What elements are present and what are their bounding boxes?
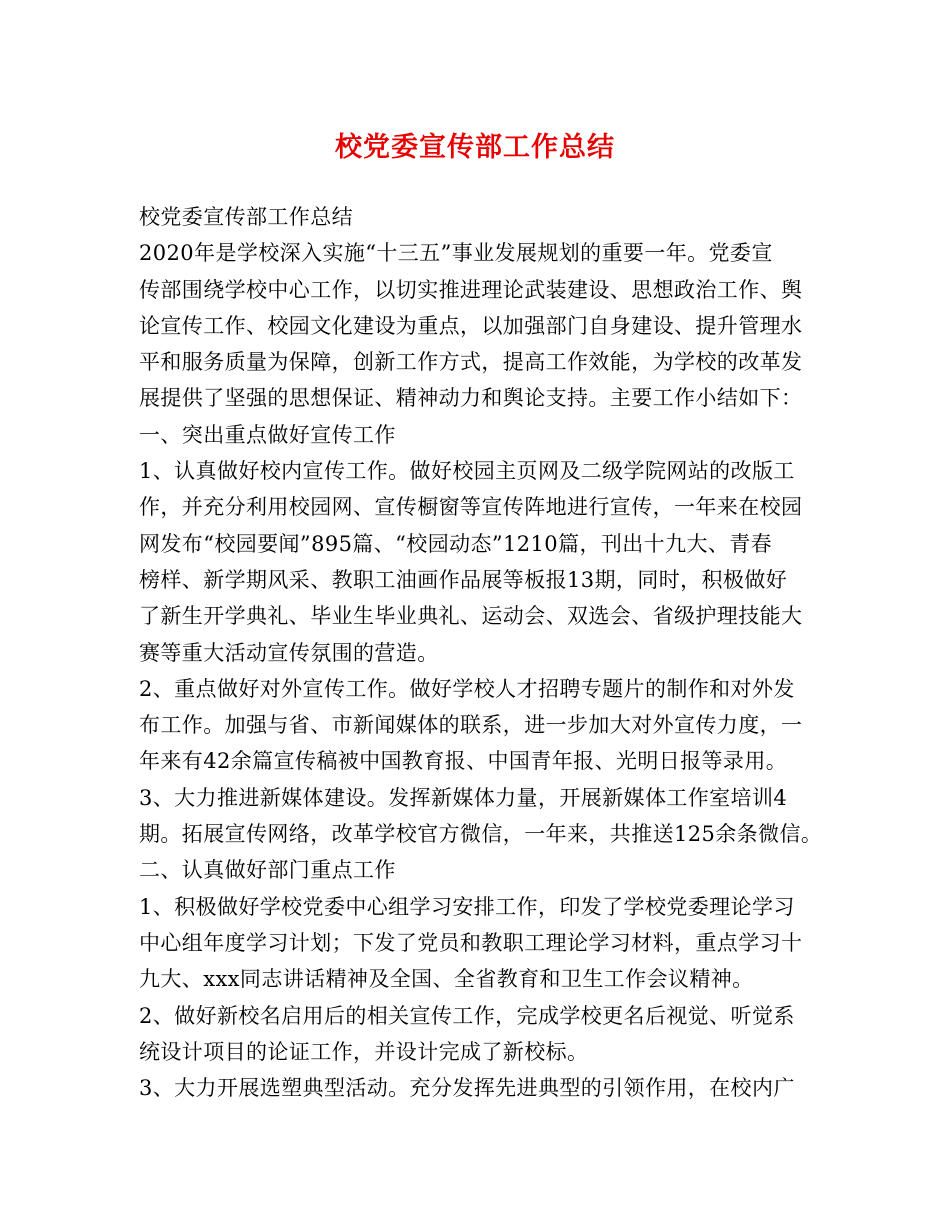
document-title: 校党委宣传部工作总结 [335, 132, 615, 163]
paragraph-line: 了新生开学典礼、毕业生毕业典礼、运动会、双选会、省级护理技能大 [139, 604, 803, 629]
paragraph-line: 校党委宣传部工作总结 [139, 205, 353, 229]
paragraph-line: 九大、xxx同志讲话精神及全国、全省教育和卫生工作会议精神。 [139, 967, 754, 992]
paragraph-line: 2020年是学校深入实施“十三五”事业发展规划的重要一年。党委宣 [139, 241, 773, 266]
paragraph-line: 网发布“校园要闻”895篇、“校园动态”1210篇，刊出十九大、青春 [139, 531, 773, 556]
paragraph-line: 作，并充分利用校园网、宣传橱窗等宣传阵地进行宣传，一年来在校园 [139, 495, 803, 520]
paragraph-line: 中心组年度学习计划；下发了党员和教职工理论学习材料，重点学习十 [139, 930, 803, 955]
paragraph-line: 2、做好新校名启用后的相关宣传工作，完成学校更名后视觉、听觉系 [139, 1003, 795, 1028]
paragraph-line: 论宣传工作、校园文化建设为重点，以加强部门自身建设、提升管理水 [139, 313, 803, 338]
paragraph-line: 3、大力推进新媒体建设。发挥新媒体力量，开展新媒体工作室培训4 [139, 785, 788, 810]
paragraph-line: 展提供了坚强的思想保证、精神动力和舆论支持。主要工作小结如下： [139, 386, 803, 411]
paragraph-line: 1、积极做好学校党委中心组学习安排工作，印发了学校党委理论学习 [139, 894, 795, 919]
section-heading: 二、认真做好部门重点工作 [139, 858, 396, 883]
paragraph-line: 年来有42余篇宣传稿被中国教育报、中国青年报、光明日报等录用。 [139, 749, 788, 774]
paragraph-line: 3、大力开展选塑典型活动。充分发挥先进典型的引领作用，在校内广 [139, 1076, 795, 1101]
paragraph-line: 传部围绕学校中心工作，以切实推进理论武装建设、思想政治工作、舆 [139, 277, 803, 302]
paragraph-line: 2、重点做好对外宣传工作。做好学校人才招聘专题片的制作和对外发 [139, 676, 795, 701]
paragraph-line: 榜样、新学期风采、教职工油画作品展等板报13期，同时，积极做好 [139, 567, 788, 592]
paragraph-line: 期。拓展宣传网络，改革学校官方微信，一年来，共推送125余条微信。 [139, 822, 823, 847]
paragraph-line: 赛等重大活动宣传氛围的营造。 [139, 640, 439, 665]
paragraph-line: 统设计项目的论证工作，并设计完成了新校标。 [139, 1039, 589, 1064]
paragraph-line: 1、认真做好校内宣传工作。做好校园主页网及二级学院网站的改版工 [139, 459, 795, 484]
paragraph-line: 平和服务质量为保障，创新工作方式，提高工作效能，为学校的改革发 [139, 350, 803, 375]
document-body [139, 199, 829, 1106]
section-heading: 一、突出重点做好宣传工作 [139, 422, 396, 447]
paragraph-line: 布工作。加强与省、市新闻媒体的联系，进一步加大对外宣传力度，一 [139, 713, 803, 738]
